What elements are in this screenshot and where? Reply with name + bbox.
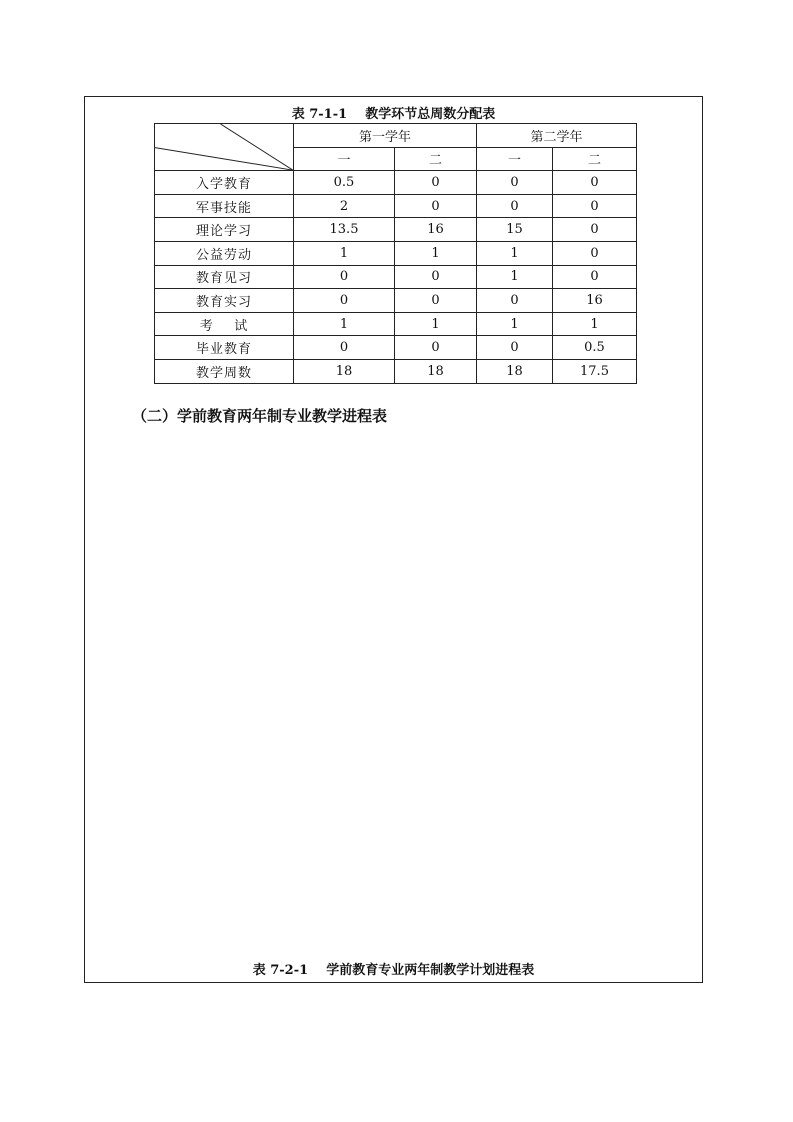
- table-cell: 1: [477, 312, 553, 336]
- row-label: 理论学习: [155, 218, 294, 242]
- table-cell: 0: [553, 241, 637, 265]
- table-cell: 0: [395, 265, 477, 289]
- table-cell: 0: [477, 194, 553, 218]
- diagonal-header-cell: [155, 124, 294, 171]
- table-cell: 0.5: [294, 171, 395, 195]
- table-row: [155, 312, 637, 336]
- table-cell: 0: [553, 194, 637, 218]
- table-cell: 2: [294, 194, 395, 218]
- table-cell: 1: [294, 312, 395, 336]
- table-row: [155, 194, 637, 218]
- table-cell: 1: [395, 312, 477, 336]
- table-cell: 0: [477, 289, 553, 313]
- table-row: [155, 171, 637, 195]
- table-caption: 表 7-2-1 学前教育专业两年制教学计划进程表: [252, 963, 535, 978]
- table-cell: 0.5: [553, 336, 637, 360]
- year2-header: 第二学年: [477, 124, 637, 148]
- table-cell: 0: [553, 218, 637, 242]
- term-header: 一: [294, 147, 395, 171]
- row-label: 考 试: [155, 312, 294, 336]
- table-cell: 0: [553, 265, 637, 289]
- row-label: 毕业教育: [155, 336, 294, 360]
- table-row: [155, 218, 637, 242]
- table-cell: 0: [294, 289, 395, 313]
- table-cell: 16: [395, 218, 477, 242]
- section-heading: （二）学前教育两年制专业教学进程表: [132, 407, 388, 425]
- table-cell: 1: [395, 241, 477, 265]
- row-label: 教学周数: [155, 359, 294, 383]
- row-label: 军事技能: [155, 194, 294, 218]
- diagonal-lines: [155, 124, 293, 170]
- table-cell: 18: [477, 359, 553, 383]
- year1-header: 第一学年: [294, 124, 477, 148]
- table-header-row: [155, 124, 637, 148]
- term-header: 一: [477, 147, 553, 171]
- table-row: [155, 336, 637, 360]
- table-row: [155, 241, 637, 265]
- table-row: [155, 359, 637, 383]
- table-cell: 1: [294, 241, 395, 265]
- table-cell: 0: [294, 265, 395, 289]
- table-cell: 18: [395, 359, 477, 383]
- table-cell: 1: [553, 312, 637, 336]
- table-cell: 0: [395, 171, 477, 195]
- document-frame: [84, 96, 703, 983]
- table-cell: 0: [395, 289, 477, 313]
- row-label: 教育实习: [155, 289, 294, 313]
- table-row: [155, 289, 637, 313]
- term-header: 二: [395, 147, 477, 171]
- table-cell: 1: [477, 241, 553, 265]
- table-cell: 0: [395, 336, 477, 360]
- table-cell: 1: [477, 265, 553, 289]
- row-label: 教育见习: [155, 265, 294, 289]
- table-cell: 0: [477, 336, 553, 360]
- term-header: 二: [553, 147, 637, 171]
- table-caption: 表 7-1-1 教学环节总周数分配表: [291, 107, 496, 122]
- table-cell: 0: [395, 194, 477, 218]
- table-cell: 15: [477, 218, 553, 242]
- table-cell: 13.5: [294, 218, 395, 242]
- table-cell: 17.5: [553, 359, 637, 383]
- table-cell: 0: [477, 171, 553, 195]
- table-cell: 16: [553, 289, 637, 313]
- week-distribution-table: [154, 123, 637, 384]
- table-cell: 18: [294, 359, 395, 383]
- row-label: 入学教育: [155, 171, 294, 195]
- table-cell: 0: [294, 336, 395, 360]
- table-cell: 0: [553, 171, 637, 195]
- row-label: 公益劳动: [155, 241, 294, 265]
- table-row: [155, 265, 637, 289]
